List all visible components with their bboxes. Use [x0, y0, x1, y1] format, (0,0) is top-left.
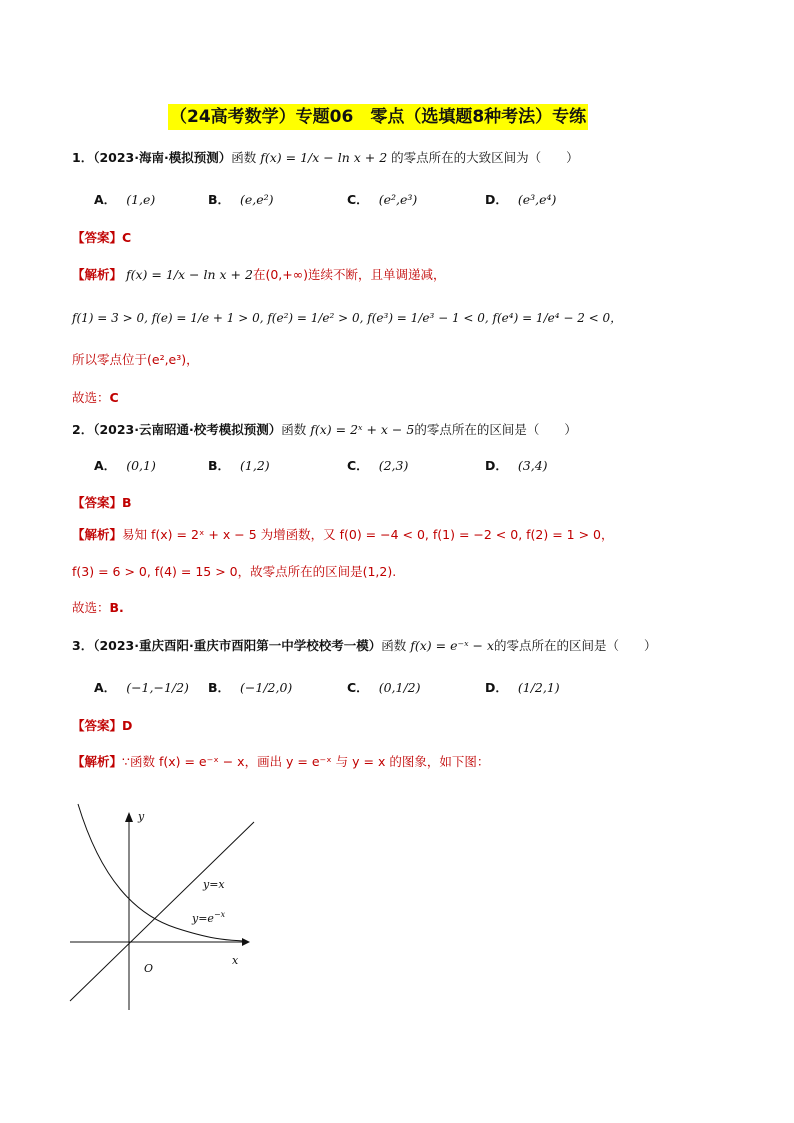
analysis-1-line-2: f(1) = 3 > 0, f(e) = 1/e + 1 > 0, f(e²) = 1/e² > 0, f(e³) = 1/e³ − 1 < 0, f(e⁴) = 1/e⁴ − 2 < 0，: [72, 311, 623, 325]
question-1: [72, 148, 579, 168]
option-c[interactable]: C． (e²,e³): [347, 192, 418, 207]
answer-2: 【答案】B: [72, 495, 132, 510]
curve-y-equals-e-neg-x: [78, 804, 244, 941]
function-expression: f(x) = 2ˣ + x − 5: [310, 422, 415, 437]
choice-2: 故选：B.: [72, 600, 124, 615]
option-a[interactable]: A． (1,e): [94, 192, 156, 207]
option-a[interactable]: A． (−1,−1/2): [94, 680, 189, 695]
question-number: 1．: [72, 150, 94, 165]
x-axis-label: x: [232, 954, 239, 967]
analysis-3-line-1: 【解析】∵函数 f(x) = e⁻ˣ − x，画出 y = e⁻ˣ 与 y = x 的图象，如下图：: [72, 754, 490, 769]
function-graph: [66, 800, 256, 1015]
y-axis-arrow-icon: [125, 812, 133, 822]
x-axis-arrow-icon: [242, 938, 250, 946]
line-label: y=x: [203, 878, 225, 891]
page-title: （24高考数学）专题06 零点（选填题8种考法）专练: [168, 104, 588, 130]
choice-1: 故选：C: [72, 390, 119, 405]
analysis-2-line-2: f(3) = 6 > 0, f(4) = 15 > 0，故零点所在的区间是(1,2).: [72, 564, 397, 579]
analysis-1-line-1: 【解析】 f(x) = 1/x − ln x + 2在(0,+∞)连续不断，且单调递减，: [72, 267, 446, 282]
analysis-1-line-3: 所以零点位于(e²,e³)，: [72, 352, 199, 367]
option-c[interactable]: C． (2,3): [347, 458, 409, 473]
option-c[interactable]: C． (0,1/2): [347, 680, 421, 695]
question-2: 2．（2023·云南昭通·校考模拟预测）函数 f(x) = 2ˣ + x − 5的零点所在的区间是（ ）: [72, 422, 577, 437]
question-source: （2023·海南·模拟预测）: [93, 150, 232, 165]
option-a[interactable]: A． (0,1): [94, 458, 156, 473]
function-expression: f(x) = 1/x − ln x + 2: [260, 150, 388, 165]
question-prefix: 函数: [231, 150, 257, 165]
line-y-equals-x: [70, 822, 254, 1001]
curve-label: $y=e^{-x}$: [192, 910, 226, 925]
option-b[interactable]: B． (−1/2,0): [208, 680, 293, 695]
origin-label: O: [144, 962, 154, 975]
answer-1: 【答案】C: [72, 230, 132, 245]
option-d[interactable]: D． (3,4): [485, 458, 548, 473]
question-suffix: 的零点所在的大致区间为（ ）: [391, 150, 579, 165]
option-b[interactable]: B． (1,2): [208, 458, 270, 473]
option-d[interactable]: D． (1/2,1): [485, 680, 560, 695]
question-3: 3．（2023·重庆酉阳·重庆市酉阳第一中学校校考一模）函数 f(x) = e⁻ˣ − x的零点所在的区间是（ ）: [72, 638, 657, 653]
option-d[interactable]: D． (e³,e⁴): [485, 192, 557, 207]
analysis-2-line-1: 【解析】易知 f(x) = 2ˣ + x − 5 为增函数，又 f(0) = −4 < 0, f(1) = −2 < 0, f(2) = 1 > 0，: [72, 527, 614, 542]
option-b[interactable]: B． (e,e²): [208, 192, 274, 207]
y-axis-label: y: [138, 810, 145, 823]
function-expression: f(x) = e⁻ˣ − x: [410, 638, 495, 653]
answer-3: 【答案】D: [72, 718, 133, 733]
